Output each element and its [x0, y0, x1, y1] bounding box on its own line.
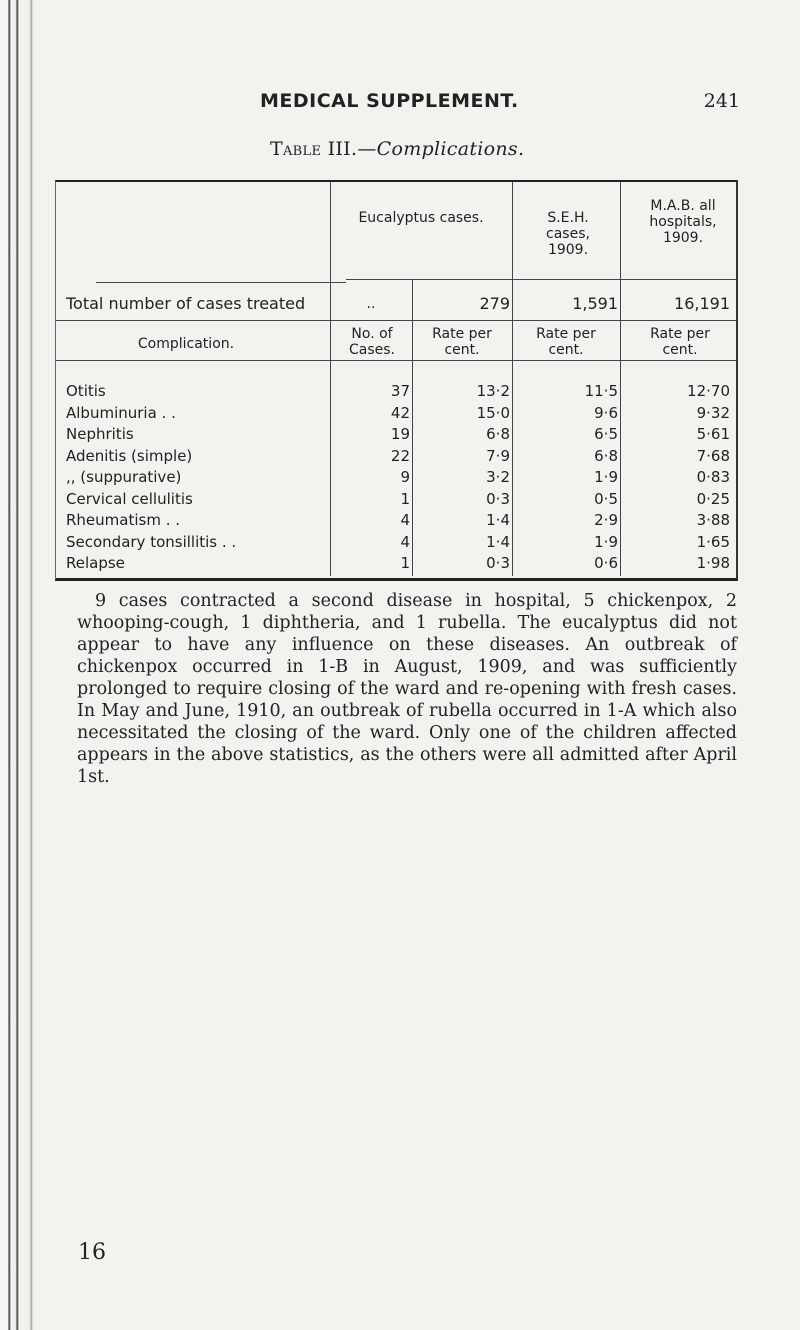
- row-label: ,, (suppurative): [66, 468, 182, 486]
- book-binding-edge: [0, 0, 38, 1330]
- row-rate-eucalyptus: 0·3: [486, 554, 510, 572]
- row-no-of-cases: 37: [390, 382, 410, 400]
- row-rate-seh: 6·8: [594, 446, 618, 465]
- row-rate-eucalyptus: 1·4: [486, 511, 510, 529]
- row-no-of-cases: 19: [390, 425, 410, 443]
- row-label: Relapse: [66, 554, 125, 572]
- row-label: Secondary tonsillitis . .: [66, 532, 237, 551]
- row-rate-seh: 1·9: [594, 468, 618, 486]
- row-rate-seh: 0·6: [594, 554, 618, 572]
- totals-mab: 16,191: [674, 294, 730, 313]
- subheader-rate-seh: Rate per cent.: [536, 326, 596, 358]
- complications-table: [55, 180, 738, 581]
- rule-h-totals-left: [96, 282, 346, 283]
- body-paragraph: [77, 590, 737, 788]
- rule-v1: [330, 182, 331, 576]
- table-caption: [270, 138, 524, 160]
- row-rate-eucalyptus: 1·4: [486, 532, 510, 551]
- row-label: Rheumatism . .: [66, 511, 181, 529]
- page-number: 241: [703, 90, 740, 112]
- row-rate-eucalyptus: 7·9: [486, 446, 510, 465]
- totals-no-cases: ..: [366, 296, 376, 312]
- rule-h-body: [56, 360, 736, 361]
- subheader-rate-eucalyptus: Rate per cent.: [432, 326, 492, 358]
- row-no-of-cases: 1: [400, 554, 410, 572]
- row-label: Albuminuria . .: [66, 403, 176, 422]
- subheader-complication: Complication.: [137, 336, 235, 352]
- row-rate-seh: 2·9: [594, 511, 618, 529]
- header-seh: S.E.H. cases, 1909.: [546, 210, 590, 258]
- totals-seh: 1,591: [572, 294, 618, 313]
- caption-prefix: Table III.—: [270, 138, 377, 160]
- row-rate-seh: 6·5: [594, 425, 618, 443]
- rule-v4: [620, 182, 621, 576]
- row-rate-mab: 9·32: [696, 403, 730, 422]
- row-no-of-cases: 1: [400, 489, 410, 508]
- row-rate-seh: 0·5: [594, 489, 618, 508]
- row-rate-eucalyptus: 15·0: [476, 403, 510, 422]
- row-rate-eucalyptus: 0·3: [486, 489, 510, 508]
- row-rate-mab: 1·65: [696, 532, 730, 551]
- rule-v2: [412, 280, 413, 576]
- row-rate-mab: 0·83: [696, 468, 730, 486]
- row-rate-seh: 1·9: [594, 532, 618, 551]
- row-rate-seh: 9·6: [594, 403, 618, 422]
- row-rate-eucalyptus: 13·2: [476, 382, 510, 400]
- row-no-of-cases: 9: [400, 468, 410, 486]
- row-rate-mab: 12·70: [687, 382, 730, 400]
- caption-title: Complications.: [376, 138, 525, 160]
- row-label: Otitis: [66, 382, 106, 400]
- row-rate-mab: 1·98: [696, 554, 730, 572]
- row-rate-mab: 0·25: [696, 489, 730, 508]
- row-rate-mab: 3·88: [696, 511, 730, 529]
- paragraph-text: 9 cases contracted a second disease in hospital, 5 chickenpox, 2 whooping-cough, 1 diphtheria, and 1 rubella. The eucalyptus did not appear to have any influence on these diseases. An outbreak of chickenpox occurred in 1-B in August, 1909, and was sufficiently prolonged to require closing of the ward and re-opening with fresh cases. In May and June, 1910, an outbreak of rubella occurred in 1-A which also necessitated the closing of the ward. Only one of the children affected appears in the above statistics, as the others were all admitted after April 1st.: [77, 591, 737, 787]
- header-title: MEDICAL SUPPLEMENT.: [260, 90, 519, 112]
- header-eucalyptus: Eucalyptus cases.: [358, 210, 484, 226]
- subheader-rate-mab: Rate per cent.: [650, 326, 710, 358]
- row-rate-mab: 7·68: [696, 446, 730, 465]
- rule-h-subheader: [56, 320, 736, 321]
- totals-label: Total number of cases treated: [66, 294, 306, 313]
- running-header: [260, 90, 740, 118]
- rule-h-totals-right: [346, 279, 736, 280]
- row-no-of-cases: 4: [400, 511, 410, 529]
- row-rate-eucalyptus: 3·2: [486, 468, 510, 486]
- totals-eucalyptus: 279: [479, 294, 510, 313]
- row-rate-mab: 5·61: [696, 425, 730, 443]
- row-label: Adenitis (simple): [66, 446, 193, 465]
- row-label: Cervical cellulitis: [66, 489, 193, 508]
- row-no-of-cases: 42: [390, 403, 410, 422]
- row-label: Nephritis: [66, 425, 134, 443]
- header-mab: M.A.B. all hospitals, 1909.: [649, 198, 717, 246]
- signature-mark: 16: [78, 1240, 106, 1265]
- subheader-no-of-cases: No. of Cases.: [348, 326, 395, 358]
- row-no-of-cases: 4: [400, 532, 410, 551]
- row-rate-seh: 11·5: [584, 382, 618, 400]
- rule-v3: [512, 182, 513, 576]
- row-rate-eucalyptus: 6·8: [486, 425, 510, 443]
- row-no-of-cases: 22: [390, 446, 410, 465]
